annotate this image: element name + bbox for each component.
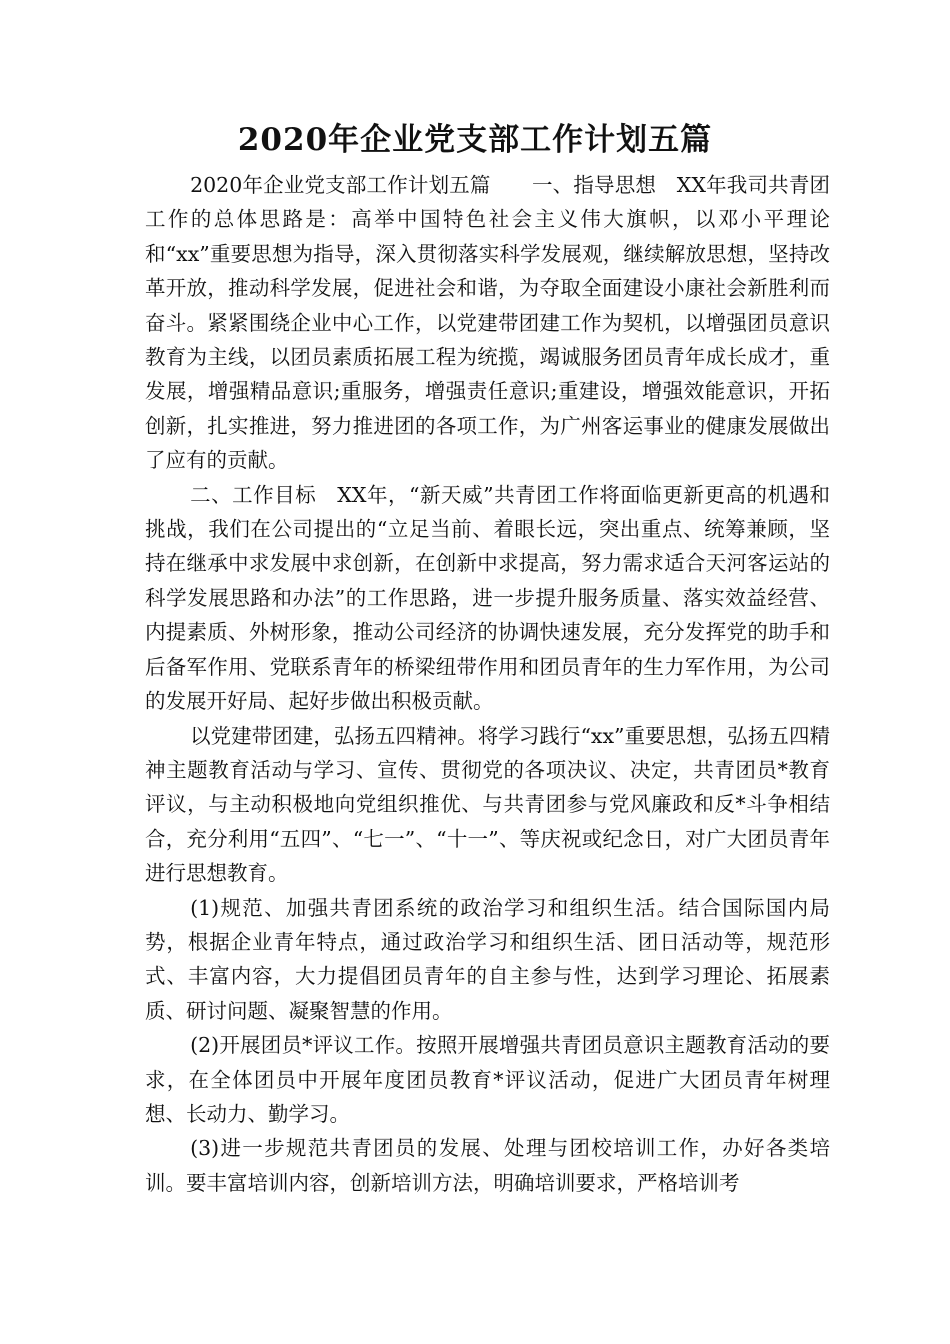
paragraph-item-1: (1)规范、加强共青团系统的政治学习和组织生活。结合国际国内局势，根据企业青年特点，通过政治学习和组织生活、团日活动等，规范形式、丰富内容，大力提倡团员青年的自主参与性，达到学习理论、拓展素质、研讨问题、凝聚智慧的作用。 bbox=[145, 895, 830, 1023]
document-body bbox=[145, 168, 830, 1200]
paragraph-guiding-thought: 2020年企业党支部工作计划五篇 一、指导思想 XX年我司共青团工作的总体思路是：高举中国特色社会主义伟大旗帜，以邓小平理论和“xx”重要思想为指导，深入贯彻落实科学发展观，继续解放思想，坚持改革开放，推动科学发展，促进社会和谐，为夺取全面建设小康社会新胜利而奋斗。紧紧围绕企业中心工作，以党建带团建工作为契机，以增强团员意识教育为主线，以团员素质拓展工程为统揽，竭诚服务团员青年成长成才，重发展，增强精品意识;重服务，增强责任意识;重建设，增强效能意识，开拓创新，扎实推进，努力推进团的各项工作，为广州客运事业的健康发展做出了应有的贡献。 bbox=[145, 173, 830, 473]
paragraph-work-goals: 二、工作目标 XX年，“新天威”共青团工作将面临更新更高的机遇和挑战，我们在公司提出的“立足当前、着眼长远，突出重点、统筹兼顾，坚持在继承中求发展中求创新，在创新中求提高，努力需求适合天河客运站的科学发展思路和办法”的工作思路，进一步提升服务质量、落实效益经营、内提素质、外树形象，推动公司经济的协调快速发展，充分发挥党的助手和后备军作用、党联系青年的桥梁纽带作用和团员青年的生力军作用，为公司的发展开好局、起好步做出积极贡献。 bbox=[145, 482, 830, 714]
paragraph-item-2: (2)开展团员*评议工作。按照开展增强共青团员意识主题教育活动的要求，在全体团员中开展年度团员教育*评议活动，促进广大团员青年树理想、长动力、勤学习。 bbox=[145, 1033, 830, 1126]
paragraph-party-building: 以党建带团建，弘扬五四精神。将学习践行“xx”重要思想，弘扬五四精神主题教育活动与学习、宣传、贯彻党的各项决议、决定，共青团员*教育评议，与主动积极地向党组织推优、与共青团参与党风廉政和反*斗争相结合，充分利用“五四”、“七一”、“十一”、等庆祝或纪念日，对广大团员青年进行思想教育。 bbox=[145, 723, 830, 886]
paragraph-item-3: (3)进一步规范共青团员的发展、处理与团校培训工作，办好各类培训。要丰富培训内容，创新培训方法，明确培训要求，严格培训考 bbox=[145, 1136, 830, 1195]
document-title: 2020年企业党支部工作计划五篇 bbox=[237, 122, 713, 158]
